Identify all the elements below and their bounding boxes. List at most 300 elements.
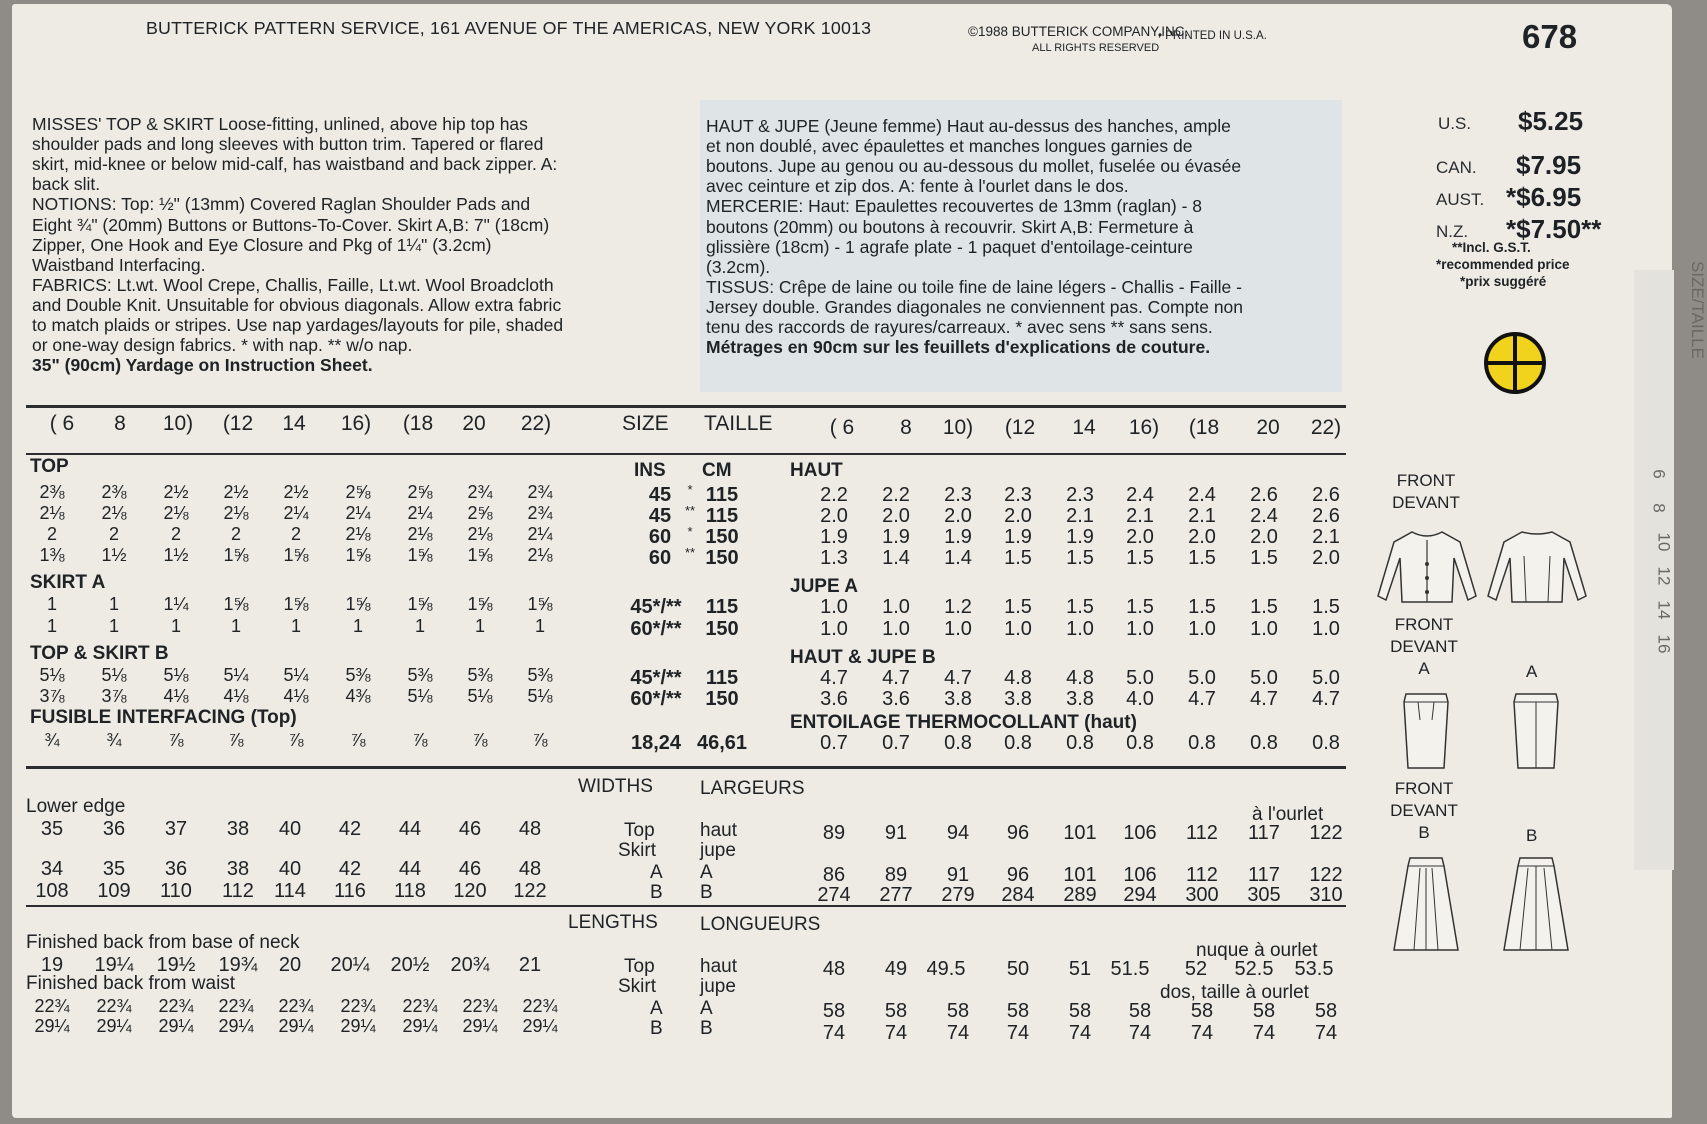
metric-cell: 2.6 — [1312, 505, 1340, 527]
metric-cell: 2.4 — [1250, 505, 1278, 527]
imperial-cell: 2 — [230, 524, 241, 544]
english-line: shoulder pads and long sleeves with button trim. Tapered or flared — [32, 134, 544, 155]
width-cm: 112 — [1186, 864, 1218, 886]
row-label-skirt: Skirt — [618, 840, 656, 861]
imperial-cell: 2½ — [223, 482, 249, 502]
metric-cell: 2.0 — [820, 505, 848, 527]
width-in: 42 — [338, 818, 362, 840]
width-cm: 300 — [1185, 884, 1219, 906]
length-cm: 52 — [1184, 958, 1208, 980]
metric-cell: 2.1 — [1126, 505, 1154, 527]
row-label-skirt: Skirt — [618, 976, 656, 997]
length-cm: 53.5 — [1294, 958, 1334, 980]
imperial-cell: 1⅝ — [527, 594, 553, 614]
metric-cell: 3.8 — [944, 688, 972, 710]
french-line: glissière (18cm) - 1 agrafe plate - 1 paquet d'entoilage-ceinture — [706, 236, 1193, 257]
imperial-cell: 2½ — [163, 482, 189, 502]
length-cm: 48 — [822, 958, 846, 980]
french-line: MERCERIE: Haut: Epaulettes recouvertes de 13mm (raglan) - 8 — [706, 196, 1203, 217]
metric-cell: 1.9 — [882, 526, 910, 548]
imperial-cell: 1 — [352, 616, 363, 636]
imperial-cell: 1⅝ — [223, 545, 249, 565]
fabric-width-in: 18,24 — [630, 732, 682, 754]
skirt-a-front-sketch — [1396, 690, 1456, 772]
metric-cell: 1.5 — [1250, 596, 1278, 618]
metric-cell: 4.7 — [882, 667, 910, 689]
metric-cell: 4.7 — [944, 667, 972, 689]
metric-cell: 3.6 — [882, 688, 910, 710]
width-cm: 89 — [884, 864, 908, 886]
taille-label: TAILLE — [704, 412, 773, 435]
width-in: 112 — [222, 880, 254, 902]
fabric-width-cm: 150 — [705, 547, 739, 569]
metric-cell: 2.0 — [1004, 505, 1032, 527]
metric-cell: 0.8 — [1188, 732, 1216, 754]
metric-cell: 1.0 — [882, 618, 910, 640]
imperial-cell: 5⅛ — [39, 665, 65, 685]
metric-cell: 1.9 — [820, 526, 848, 548]
length-cm: 74 — [946, 1022, 970, 1044]
metric-cell: 1.0 — [1066, 618, 1094, 640]
fabric-width-in: 45 — [648, 505, 672, 527]
imperial-cell: 5⅜ — [467, 665, 493, 685]
width-in: 37 — [164, 818, 188, 840]
imperial-cell: 2 — [46, 524, 57, 544]
top-heading: TOP — [30, 456, 69, 477]
metric-cell: 1.3 — [820, 547, 848, 569]
imperial-cell: 4⅛ — [283, 686, 309, 706]
french-line: tenu des raccords de rayures/carreaux. * avec sens ** sans sens. — [706, 317, 1213, 337]
width-cm: 294 — [1123, 884, 1157, 906]
size-eu: 22) — [1310, 416, 1342, 439]
metric-cell: 2.3 — [1066, 484, 1094, 506]
imperial-cell: 1 — [290, 616, 301, 636]
width-cm: 106 — [1123, 822, 1157, 844]
metric-cell: 4.8 — [1004, 667, 1032, 689]
publisher-address: BUTTERICK PATTERN SERVICE, 161 AVENUE OF THE AMERICAS, NEW YORK 10013 — [146, 18, 872, 38]
imperial-cell: 4⅛ — [163, 686, 189, 706]
row-label-a: A — [650, 998, 663, 1019]
width-cm: 274 — [817, 884, 851, 906]
view-label-front — [1369, 614, 1479, 680]
imperial-cell: 2 — [108, 524, 119, 544]
width-in: 118 — [394, 880, 426, 902]
length-in: 22¾ — [340, 996, 376, 1016]
french-line: TISSUS: Crêpe de laine ou toile fine de laine légers - Challis - Faille - — [706, 276, 1242, 297]
row-label-top: Top — [624, 956, 655, 977]
width-in: 35 — [40, 818, 64, 840]
length-in: 20½ — [390, 954, 430, 976]
size-eu: ( 6 — [829, 416, 855, 439]
metric-cell: 1.9 — [1066, 526, 1094, 548]
row-label-b: B — [650, 1018, 663, 1039]
fabric-width-cm: 150 — [705, 526, 739, 548]
longueurs-heading: LONGUEURS — [700, 914, 821, 935]
imperial-cell: 5¼ — [223, 665, 249, 685]
width-cm: 289 — [1063, 884, 1097, 906]
length-cm: 74 — [884, 1022, 908, 1044]
imperial-cell: 5¼ — [283, 665, 309, 685]
imperial-cell: ⅞ — [288, 730, 304, 750]
length-cm: 74 — [1314, 1022, 1338, 1044]
row-label-a: A — [700, 862, 713, 883]
width-in: 122 — [513, 880, 547, 902]
fabric-width-cm: 46,61 — [696, 732, 748, 754]
length-cm: 49.5 — [926, 958, 966, 980]
divider — [26, 766, 1346, 769]
metric-cell: 2.0 — [1312, 547, 1340, 569]
length-cm: 74 — [1006, 1022, 1030, 1044]
imperial-cell: 5⅜ — [527, 665, 553, 685]
metric-cell: 4.8 — [1066, 667, 1094, 689]
metric-cell: 2.2 — [882, 484, 910, 506]
length-in: 19¼ — [94, 954, 134, 976]
metric-cell: 1.9 — [944, 526, 972, 548]
length-cm: 74 — [1128, 1022, 1152, 1044]
width-cm: 117 — [1248, 864, 1280, 886]
length-in: 19 — [40, 954, 64, 976]
metric-cell: 2.0 — [944, 505, 972, 527]
fabric-width-in: 45*/** — [630, 596, 682, 618]
imperial-cell: 2⅝ — [345, 482, 371, 502]
length-cm: 49 — [884, 958, 908, 980]
size-eu: 8 — [900, 416, 912, 439]
imperial-cell: 1½ — [163, 545, 189, 565]
jupe-a-heading: JUPE A — [790, 576, 858, 597]
fabric-width-cm: 115 — [705, 484, 739, 506]
recommended-note: *recommended price — [1436, 257, 1570, 272]
dos-taille-label: dos, taille à ourlet — [1160, 982, 1309, 1003]
width-in: 42 — [338, 858, 362, 880]
english-line: Eight ¾" (20mm) Buttons or Buttons-To-Cover. Skirt A,B: 7" (18cm) — [32, 214, 550, 235]
sidebar-size: 12 — [1654, 566, 1674, 586]
imperial-cell: ⅞ — [412, 730, 428, 750]
price-value: *$7.50** — [1506, 214, 1602, 244]
metric-cell: 0.8 — [1312, 732, 1340, 754]
length-in: 22¾ — [402, 996, 438, 1016]
metric-cell: 0.8 — [944, 732, 972, 754]
width-cm: 122 — [1309, 864, 1343, 886]
skirt-b-back-sketch — [1500, 854, 1572, 954]
lower-edge-label: Lower edge — [26, 796, 126, 817]
length-cm: 58 — [1252, 1000, 1276, 1022]
imperial-cell: 1 — [230, 616, 241, 636]
length-in: 29¼ — [278, 1016, 314, 1036]
row-label-haut: haut — [700, 956, 737, 977]
fabric-width-cm: 115 — [705, 667, 739, 689]
fabric-width-cm: 115 — [705, 596, 739, 618]
printed-in: • PRINTED IN U.S.A. — [1158, 30, 1267, 42]
width-in: 36 — [164, 858, 188, 880]
front-text: FRONT — [1396, 471, 1456, 490]
entoilage-heading: ENTOILAGE THERMOCOLLANT (haut) — [790, 712, 1137, 733]
french-line: avec ceinture et zip dos. A: fente à l'ourlet dans le dos. — [706, 176, 1129, 197]
metric-cell: 1.5 — [1066, 547, 1094, 569]
fabric-width-in: 60*/** — [630, 688, 682, 710]
imperial-cell: 1⅝ — [345, 594, 371, 614]
metric-cell: 0.8 — [1250, 732, 1278, 754]
metric-cell: 1.5 — [1126, 547, 1154, 569]
width-in: 109 — [97, 880, 131, 902]
metric-cell: 1.0 — [820, 596, 848, 618]
sidebar-label: SIZE/TAILLE — [1687, 261, 1707, 359]
price-label: CAN. — [1436, 158, 1477, 177]
length-cm: 74 — [822, 1022, 846, 1044]
length-cm: 74 — [1252, 1022, 1276, 1044]
metric-cell: 3.8 — [1004, 688, 1032, 710]
top-front-sketch — [1372, 526, 1482, 608]
imperial-cell: 2⅜ — [39, 482, 65, 502]
size-us: 22) — [520, 412, 552, 435]
imperial-cell: 2¾ — [527, 503, 553, 523]
imperial-cell: 1⅝ — [407, 545, 433, 565]
imperial-cell: 5⅜ — [345, 665, 371, 685]
width-cm: 279 — [941, 884, 975, 906]
top-skirt-b-heading: TOP & SKIRT B — [30, 643, 169, 664]
length-in: 20 — [278, 954, 302, 976]
metric-cell: 4.7 — [820, 667, 848, 689]
metric-cell: 1.5 — [1066, 596, 1094, 618]
french-line: et non doublé, avec épaulettes et manches longues garnies de — [706, 136, 1193, 157]
size-eu: 16) — [1128, 416, 1160, 439]
length-cm: 51.5 — [1110, 958, 1150, 980]
imperial-cell: ⅞ — [350, 730, 366, 750]
imperial-cell: 1 — [46, 594, 57, 614]
view-label-front — [1371, 470, 1481, 514]
imperial-cell: 2 — [170, 524, 181, 544]
metric-cell: 2.0 — [1188, 526, 1216, 548]
metric-cell: 2.3 — [944, 484, 972, 506]
metric-cell: 4.7 — [1188, 688, 1216, 710]
sidebar-size: 8 — [1649, 503, 1669, 513]
size-us: 14 — [282, 412, 306, 435]
imperial-cell: 3⅞ — [101, 686, 127, 706]
imperial-cell: ¾ — [44, 730, 60, 750]
width-cm: 310 — [1309, 884, 1343, 906]
length-cm: 58 — [1128, 1000, 1152, 1022]
nap-mark: ** — [684, 545, 696, 560]
metric-cell: 1.0 — [820, 618, 848, 640]
imperial-cell: 1⅝ — [283, 545, 309, 565]
imperial-cell: 2¼ — [407, 503, 433, 523]
price-label: U.S. — [1438, 114, 1472, 133]
divider — [26, 405, 1346, 408]
size-eu: 10) — [942, 416, 974, 439]
metric-cell: 2.4 — [1188, 484, 1216, 506]
english-line: and Double Knit. Unsuitable for obvious diagonals. Allow extra fabric — [32, 294, 562, 315]
english-line: back slit. — [32, 174, 101, 195]
width-in: 34 — [40, 858, 64, 880]
imperial-cell: 1 — [534, 616, 545, 636]
sidebar-size: 6 — [1649, 469, 1669, 479]
metric-cell: 1.5 — [1004, 596, 1032, 618]
imperial-cell: 4⅜ — [345, 686, 371, 706]
width-cm: 91 — [946, 864, 970, 886]
largeurs-heading: LARGEURS — [700, 778, 805, 799]
ourlet-label: à l'ourlet — [1252, 804, 1324, 825]
imperial-cell: ⅞ — [168, 730, 184, 750]
metric-cell: 5.0 — [1126, 667, 1154, 689]
width-cm: 96 — [1006, 822, 1030, 844]
imperial-cell: 1⅝ — [345, 545, 371, 565]
imperial-cell: 2⅛ — [467, 524, 493, 544]
length-cm: 58 — [822, 1000, 846, 1022]
metric-cell: 1.0 — [882, 596, 910, 618]
length-cm: 58 — [1314, 1000, 1338, 1022]
length-in: 22¾ — [462, 996, 498, 1016]
row-label-jupe: jupe — [700, 976, 736, 997]
row-label-top: Top — [624, 820, 655, 841]
imperial-cell: 2⅝ — [467, 503, 493, 523]
skirt-a-back-sketch — [1506, 690, 1566, 772]
english-line: FABRICS: Lt.wt. Wool Crepe, Challis, Faille, Lt.wt. Wool Broadcloth — [32, 274, 554, 295]
width-in: 46 — [458, 858, 482, 880]
metric-cell: 2.3 — [1004, 484, 1032, 506]
length-cm: 52.5 — [1234, 958, 1274, 980]
fabric-width-cm: 150 — [705, 618, 739, 640]
metric-cell: 0.8 — [1126, 732, 1154, 754]
english-line: Zipper, One Hook and Eye Closure and Pkg of 1¼" (3.2cm) — [32, 234, 492, 255]
metric-cell: 0.8 — [1004, 732, 1032, 754]
metric-cell: 1.0 — [1126, 618, 1154, 640]
devant-text: DEVANT — [1390, 801, 1458, 820]
metric-cell: 1.5 — [1312, 596, 1340, 618]
length-in: 29¼ — [96, 1016, 132, 1036]
row-label-a: A — [650, 862, 663, 883]
divider — [26, 453, 1346, 455]
sidebar-size: 10 — [1654, 532, 1674, 552]
width-cm: 91 — [884, 822, 908, 844]
metric-cell: 0.7 — [820, 732, 848, 754]
metric-cell: 1.4 — [944, 547, 972, 569]
width-cm: 112 — [1186, 822, 1218, 844]
haut-jupe-b-heading: HAUT & JUPE B — [790, 647, 936, 668]
imperial-cell: 1 — [170, 616, 181, 636]
imperial-cell: 2¼ — [527, 524, 553, 544]
haut-heading: HAUT — [790, 460, 843, 481]
nuque-label: nuque à ourlet — [1196, 940, 1318, 961]
devant-text: DEVANT — [1390, 637, 1458, 656]
width-cm: 101 — [1063, 864, 1097, 886]
metric-cell: 1.0 — [1312, 618, 1340, 640]
length-in: 29¼ — [218, 1016, 254, 1036]
length-cm: 74 — [1068, 1022, 1092, 1044]
metric-cell: 2.0 — [1250, 526, 1278, 548]
imperial-cell: 5⅜ — [407, 665, 433, 685]
imperial-cell: 1⅝ — [467, 545, 493, 565]
metric-cell: 2.6 — [1250, 484, 1278, 506]
length-in: 29¼ — [340, 1016, 376, 1036]
width-cm: 284 — [1001, 884, 1035, 906]
finished-neck-label: Finished back from base of neck — [26, 932, 300, 953]
length-in: 20¾ — [450, 954, 490, 976]
imperial-cell: 2⅛ — [101, 503, 127, 523]
length-in: 22¾ — [218, 996, 254, 1016]
metric-cell: 3.8 — [1066, 688, 1094, 710]
length-in: 29¼ — [462, 1016, 498, 1036]
skirt-a-heading: SKIRT A — [30, 572, 106, 593]
width-in: 40 — [278, 858, 302, 880]
size-eu: (12 — [1004, 416, 1036, 439]
metric-cell: 1.5 — [1250, 547, 1278, 569]
imperial-cell: 2⅜ — [101, 482, 127, 502]
nap-mark: * — [687, 524, 693, 539]
metric-cell: 2.1 — [1066, 505, 1094, 527]
metric-cell: 1.0 — [1188, 618, 1216, 640]
fabric-width-cm: 115 — [705, 505, 739, 527]
width-cm: 277 — [879, 884, 913, 906]
widths-heading: WIDTHS — [578, 776, 653, 797]
metric-cell: 1.5 — [1188, 547, 1216, 569]
imperial-cell: ⅞ — [472, 730, 488, 750]
row-label-haut: haut — [700, 820, 737, 841]
imperial-cell: 2 — [290, 524, 301, 544]
imperial-cell: 2⅝ — [407, 482, 433, 502]
copyright: ©1988 BUTTERICK COMPANY,INC. — [968, 24, 1189, 39]
metric-cell: 2.1 — [1312, 526, 1340, 548]
english-line: 35" (90cm) Yardage on Instruction Sheet. — [32, 355, 373, 376]
width-in: 44 — [398, 818, 422, 840]
english-line: or one-way design fabrics. * with nap. ** w/o nap. — [32, 335, 413, 356]
width-cm: 101 — [1063, 822, 1097, 844]
length-in: 29¼ — [34, 1016, 70, 1036]
price-label: AUST. — [1436, 190, 1485, 209]
size-us: ( 6 — [49, 412, 75, 435]
gst-note: **Incl. G.S.T. — [1452, 240, 1531, 255]
width-in: 116 — [334, 880, 366, 902]
length-cm: 58 — [1068, 1000, 1092, 1022]
imperial-cell: 5⅛ — [407, 686, 433, 706]
length-cm: 58 — [1190, 1000, 1214, 1022]
devant-text: DEVANT — [1392, 493, 1460, 512]
width-in: 35 — [102, 858, 126, 880]
metric-cell: 2.0 — [882, 505, 910, 527]
imperial-cell: ⅞ — [228, 730, 244, 750]
imperial-cell: 1⅝ — [283, 594, 309, 614]
row-label-jupe: jupe — [700, 840, 736, 861]
price-label: N.Z. — [1436, 222, 1469, 241]
price-value: *$6.95 — [1506, 182, 1582, 212]
french-line: Métrages en 90cm sur les feuillets d'explications de couture. — [706, 337, 1211, 358]
imperial-cell: 1¼ — [163, 594, 189, 614]
length-in: 22¾ — [96, 996, 132, 1016]
front-text: FRONT — [1394, 779, 1454, 798]
width-in: 48 — [518, 858, 542, 880]
metric-cell: 4.7 — [1312, 688, 1340, 710]
metric-cell: 5.0 — [1250, 667, 1278, 689]
length-in: 19¾ — [218, 954, 258, 976]
metric-cell: 4.7 — [1250, 688, 1278, 710]
length-in: 22¾ — [158, 996, 194, 1016]
english-line: MISSES' TOP & SKIRT Loose-fitting, unlined, above hip top has — [32, 114, 528, 134]
width-in: 48 — [518, 818, 542, 840]
imperial-cell: 1 — [46, 616, 57, 636]
imperial-cell: 1 — [474, 616, 485, 636]
imperial-cell: 1 — [108, 594, 119, 614]
price-value: $7.95 — [1516, 150, 1582, 180]
width-cm: 94 — [946, 822, 970, 844]
row-label-b: B — [650, 882, 663, 903]
metric-cell: 1.0 — [1004, 618, 1032, 640]
imperial-cell: ⅞ — [532, 730, 548, 750]
width-cm: 106 — [1123, 864, 1157, 886]
size-us: 16) — [340, 412, 372, 435]
length-in: 21 — [518, 954, 542, 976]
metric-cell: 4.0 — [1126, 688, 1154, 710]
width-in: 114 — [274, 880, 306, 902]
fabric-width-in: 60 — [648, 547, 672, 569]
imperial-cell: 2¼ — [283, 503, 309, 523]
